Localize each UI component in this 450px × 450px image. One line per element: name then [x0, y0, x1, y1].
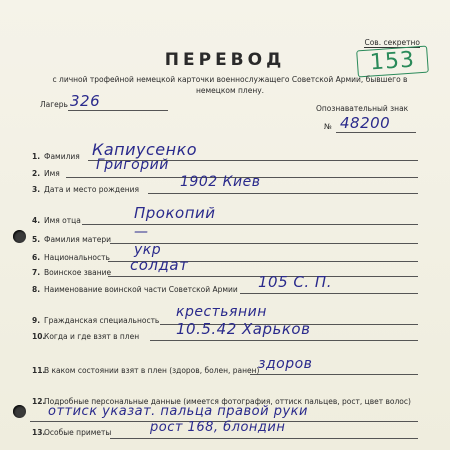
field-value: здоров [258, 356, 313, 372]
field-label: Дата и место рождения [44, 185, 139, 194]
field-num: 10. [32, 332, 46, 341]
id-tag-label: Опознавательный знак [316, 104, 409, 113]
field-num: 3. [32, 185, 41, 194]
field-num: 6. [32, 253, 41, 262]
field-label: В каком состоянии взят в плен (здоров, болен, ранен) [44, 366, 260, 375]
field-num: 13. [32, 428, 46, 437]
field-label: Имя [44, 169, 60, 178]
id-tag-value: 48200 [340, 114, 391, 132]
page-subtitle: с личной трофейной немецкой карточки военнослужащего Советской Армии, бывшего в немецком плену. [52, 75, 408, 95]
field-num: 2. [32, 169, 41, 178]
field-label: Наименование воинской части Советской Армии [44, 285, 238, 294]
field-value: — [134, 224, 149, 240]
stamp-number: 153 [356, 46, 429, 78]
field-num: 11. [32, 366, 46, 375]
field-label: Особые приметы [44, 428, 112, 437]
field-label: Когда и где взят в плен [44, 332, 140, 341]
field-num: 5. [32, 235, 41, 244]
field-label: Имя отца [44, 216, 81, 225]
field-label: Национальность [44, 253, 110, 262]
field-label: Подробные персональные данные (имеется фотография, оттиск пальцев, рост, цвет волос) [44, 397, 411, 406]
punch-hole-icon [13, 405, 26, 418]
camp-value: 326 [70, 92, 101, 110]
page-title: ПЕРЕВОД [164, 50, 286, 70]
field-value: 105 С. П. [258, 273, 332, 291]
field-value: крестьянин [176, 304, 267, 320]
field-value: Прокопий [134, 204, 216, 222]
field-value: солдат [130, 256, 189, 274]
field-value: Григорий [96, 157, 169, 173]
field-value: Капиусенко [92, 140, 198, 159]
field-value: оттиск указат. пальца правой руки [48, 404, 308, 419]
field-label: Фамилия матери [44, 235, 112, 244]
field-value: укр [134, 242, 162, 258]
camp-label: Лагерь [40, 100, 68, 109]
field-value: рост 168, блондин [150, 420, 286, 435]
field-num: 12. [32, 397, 46, 406]
id-number-label: № [324, 122, 332, 131]
field-label: Воинское звание [44, 268, 112, 277]
field-num: 1. [32, 152, 41, 161]
secret-label: Сов. секретно [364, 38, 420, 47]
field-label: Гражданская специальность [44, 316, 160, 325]
punch-hole-icon [13, 230, 26, 243]
field-value: 10.5.42 Харьков [176, 320, 311, 338]
field-num: 8. [32, 285, 41, 294]
field-value: 1902 Киев [180, 174, 261, 190]
field-num: 4. [32, 216, 41, 225]
field-num: 7. [32, 268, 41, 277]
field-num: 9. [32, 316, 41, 325]
field-label: Фамилия [44, 152, 80, 161]
